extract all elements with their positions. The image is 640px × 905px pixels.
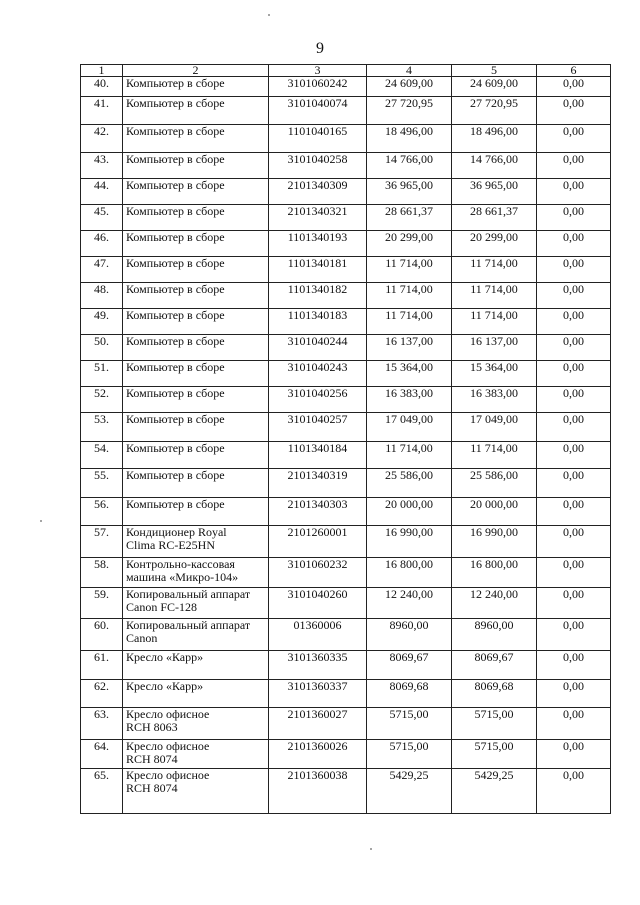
value-col-6: 0,00 (537, 442, 611, 469)
table-row (81, 153, 611, 179)
value-col-4: 11 714,00 (367, 442, 452, 469)
value-col-4: 16 990,00 (367, 526, 452, 558)
value-col-5: 20 000,00 (452, 498, 537, 526)
value-col-4: 20 299,00 (367, 231, 452, 257)
item-name-line: Компьютер в сборе (126, 178, 225, 192)
column-number-6: 6 (537, 65, 611, 77)
value-col-6: 0,00 (537, 97, 611, 125)
value-col-4: 20 000,00 (367, 498, 452, 526)
row-number: 62. (81, 680, 123, 708)
value-col-4: 18 496,00 (367, 125, 452, 153)
value-col-5: 18 496,00 (452, 125, 537, 153)
value-col-5: 36 965,00 (452, 179, 537, 205)
item-name-line: Кресло «Карр» (126, 650, 204, 664)
inventory-code: 1101340182 (269, 283, 367, 309)
table-row (81, 179, 611, 205)
table-row (81, 740, 611, 769)
item-name (123, 588, 269, 619)
table-row (81, 619, 611, 651)
row-number: 44. (81, 179, 123, 205)
table-row (81, 708, 611, 740)
value-col-5: 8960,00 (452, 619, 537, 651)
table-row (81, 680, 611, 708)
value-col-5: 15 364,00 (452, 361, 537, 387)
value-col-4: 27 720,95 (367, 97, 452, 125)
item-name-line: Кресло офисное (126, 707, 210, 721)
item-name-line: Компьютер в сборе (126, 386, 225, 400)
item-name-line: Копировальный аппарат (126, 587, 251, 601)
table-row (81, 335, 611, 361)
row-number: 43. (81, 153, 123, 179)
item-name (123, 442, 269, 469)
value-col-5: 11 714,00 (452, 283, 537, 309)
value-col-6: 0,00 (537, 361, 611, 387)
row-number: 65. (81, 769, 123, 814)
value-col-6: 0,00 (537, 153, 611, 179)
item-name-line: RCH 8063 (126, 720, 178, 734)
value-col-4: 5715,00 (367, 708, 452, 740)
table-row (81, 413, 611, 442)
row-number: 49. (81, 309, 123, 335)
item-name-line: Canon (126, 631, 158, 645)
row-number: 57. (81, 526, 123, 558)
value-col-5: 5715,00 (452, 708, 537, 740)
item-name-line: Clima RC-E25HN (126, 538, 215, 552)
inventory-code: 2101340319 (269, 469, 367, 498)
table-row (81, 526, 611, 558)
value-col-5: 11 714,00 (452, 309, 537, 335)
value-col-4: 16 383,00 (367, 387, 452, 413)
value-col-5: 14 766,00 (452, 153, 537, 179)
column-number-5: 5 (452, 65, 537, 77)
value-col-6: 0,00 (537, 257, 611, 283)
value-col-4: 15 364,00 (367, 361, 452, 387)
value-col-4: 5429,25 (367, 769, 452, 814)
inventory-code: 3101040244 (269, 335, 367, 361)
value-col-6: 0,00 (537, 469, 611, 498)
value-col-6: 0,00 (537, 231, 611, 257)
scan-speck (40, 520, 42, 522)
scan-speck (370, 848, 372, 850)
item-name (123, 257, 269, 283)
value-col-5: 8069,68 (452, 680, 537, 708)
table-row (81, 125, 611, 153)
value-col-6: 0,00 (537, 309, 611, 335)
value-col-5: 24 609,00 (452, 77, 537, 97)
row-number: 58. (81, 558, 123, 588)
item-name-line: Компьютер в сборе (126, 256, 225, 270)
table-row (81, 231, 611, 257)
item-name (123, 97, 269, 125)
item-name (123, 498, 269, 526)
value-col-6: 0,00 (537, 498, 611, 526)
inventory-code: 1101040165 (269, 125, 367, 153)
table-row (81, 769, 611, 814)
item-name-line: Компьютер в сборе (126, 204, 225, 218)
item-name (123, 680, 269, 708)
item-name-line: Canon FC-128 (126, 600, 198, 614)
value-col-6: 0,00 (537, 558, 611, 588)
inventory-code: 01360006 (269, 619, 367, 651)
table-row (81, 205, 611, 231)
item-name-line: Компьютер в сборе (126, 497, 225, 511)
value-col-4: 11 714,00 (367, 283, 452, 309)
row-number: 45. (81, 205, 123, 231)
item-name (123, 77, 269, 97)
item-name-line: Компьютер в сборе (126, 124, 225, 138)
value-col-4: 25 586,00 (367, 469, 452, 498)
inventory-code: 3101040258 (269, 153, 367, 179)
table-row (81, 283, 611, 309)
item-name-line: Компьютер в сборе (126, 412, 225, 426)
value-col-5: 11 714,00 (452, 442, 537, 469)
row-number: 40. (81, 77, 123, 97)
inventory-code: 2101340303 (269, 498, 367, 526)
table-row (81, 588, 611, 619)
value-col-4: 5715,00 (367, 740, 452, 769)
item-name (123, 740, 269, 769)
row-number: 46. (81, 231, 123, 257)
value-col-6: 0,00 (537, 619, 611, 651)
column-number-2: 2 (123, 65, 269, 77)
inventory-code: 3101040243 (269, 361, 367, 387)
item-name (123, 651, 269, 680)
inventory-code: 2101360038 (269, 769, 367, 814)
value-col-5: 12 240,00 (452, 588, 537, 619)
table-row (81, 309, 611, 335)
value-col-5: 17 049,00 (452, 413, 537, 442)
item-name (123, 558, 269, 588)
value-col-6: 0,00 (537, 588, 611, 619)
value-col-5: 11 714,00 (452, 257, 537, 283)
item-name-line: RCH 8074 (126, 781, 178, 795)
inventory-code: 2101340321 (269, 205, 367, 231)
value-col-6: 0,00 (537, 413, 611, 442)
table-row (81, 558, 611, 588)
row-number: 54. (81, 442, 123, 469)
column-number-1: 1 (81, 65, 123, 77)
item-name-line: Компьютер в сборе (126, 308, 225, 322)
row-number: 56. (81, 498, 123, 526)
value-col-5: 8069,67 (452, 651, 537, 680)
column-number-3: 3 (269, 65, 367, 77)
value-col-4: 28 661,37 (367, 205, 452, 231)
value-col-5: 5715,00 (452, 740, 537, 769)
value-col-4: 12 240,00 (367, 588, 452, 619)
table-row (81, 387, 611, 413)
row-number: 55. (81, 469, 123, 498)
row-number: 47. (81, 257, 123, 283)
page-number: 9 (316, 40, 324, 57)
inventory-code: 3101060232 (269, 558, 367, 588)
item-name-line: Компьютер в сборе (126, 152, 225, 166)
item-name-line: Компьютер в сборе (126, 334, 225, 348)
value-col-5: 28 661,37 (452, 205, 537, 231)
column-number-4: 4 (367, 65, 452, 77)
item-name (123, 205, 269, 231)
inventory-code: 2101340309 (269, 179, 367, 205)
item-name (123, 309, 269, 335)
value-col-6: 0,00 (537, 740, 611, 769)
inventory-code: 3101060242 (269, 77, 367, 97)
value-col-4: 16 800,00 (367, 558, 452, 588)
value-col-5: 5429,25 (452, 769, 537, 814)
item-name-line: Компьютер в сборе (126, 282, 225, 296)
item-name (123, 283, 269, 309)
item-name (123, 526, 269, 558)
row-number: 59. (81, 588, 123, 619)
value-col-5: 16 137,00 (452, 335, 537, 361)
inventory-code: 1101340183 (269, 309, 367, 335)
item-name-line: Компьютер в сборе (126, 468, 225, 482)
column-number-row (81, 65, 611, 77)
item-name-line: Кресло офисное (126, 739, 210, 753)
item-name-line: Компьютер в сборе (126, 76, 225, 90)
row-number: 52. (81, 387, 123, 413)
row-number: 51. (81, 361, 123, 387)
value-col-6: 0,00 (537, 335, 611, 361)
table-row (81, 257, 611, 283)
item-name-line: Кресло «Карр» (126, 679, 204, 693)
item-name (123, 153, 269, 179)
item-name (123, 769, 269, 814)
value-col-5: 25 586,00 (452, 469, 537, 498)
value-col-6: 0,00 (537, 680, 611, 708)
item-name-line: Контрольно-кассовая (126, 557, 235, 571)
row-number: 63. (81, 708, 123, 740)
item-name (123, 231, 269, 257)
row-number: 53. (81, 413, 123, 442)
value-col-4: 24 609,00 (367, 77, 452, 97)
item-name-line: Кондиционер Royal (126, 525, 227, 539)
table-row (81, 442, 611, 469)
row-number: 50. (81, 335, 123, 361)
inventory-code: 3101360335 (269, 651, 367, 680)
item-name (123, 125, 269, 153)
value-col-4: 11 714,00 (367, 257, 452, 283)
table-row (81, 97, 611, 125)
inventory-table (80, 64, 611, 814)
value-col-6: 0,00 (537, 77, 611, 97)
value-col-4: 8960,00 (367, 619, 452, 651)
value-col-6: 0,00 (537, 283, 611, 309)
item-name-line: машина «Микро-104» (126, 570, 239, 584)
inventory-code: 3101040260 (269, 588, 367, 619)
table-row (81, 651, 611, 680)
value-col-6: 0,00 (537, 651, 611, 680)
value-col-4: 8069,68 (367, 680, 452, 708)
table-row (81, 498, 611, 526)
item-name (123, 335, 269, 361)
value-col-4: 14 766,00 (367, 153, 452, 179)
item-name (123, 619, 269, 651)
item-name-line: Кресло офисное (126, 768, 210, 782)
value-col-5: 16 800,00 (452, 558, 537, 588)
value-col-4: 36 965,00 (367, 179, 452, 205)
inventory-code: 3101040074 (269, 97, 367, 125)
inventory-code: 3101040256 (269, 387, 367, 413)
row-number: 48. (81, 283, 123, 309)
value-col-6: 0,00 (537, 769, 611, 814)
value-col-5: 27 720,95 (452, 97, 537, 125)
inventory-code: 2101360026 (269, 740, 367, 769)
value-col-6: 0,00 (537, 526, 611, 558)
inventory-code: 1101340181 (269, 257, 367, 283)
value-col-4: 11 714,00 (367, 309, 452, 335)
row-number: 61. (81, 651, 123, 680)
value-col-5: 16 383,00 (452, 387, 537, 413)
inventory-code: 1101340184 (269, 442, 367, 469)
inventory-code: 1101340193 (269, 231, 367, 257)
item-name (123, 708, 269, 740)
row-number: 64. (81, 740, 123, 769)
item-name (123, 179, 269, 205)
value-col-5: 20 299,00 (452, 231, 537, 257)
value-col-4: 16 137,00 (367, 335, 452, 361)
row-number: 41. (81, 97, 123, 125)
inventory-code: 2101260001 (269, 526, 367, 558)
inventory-code: 3101360337 (269, 680, 367, 708)
inventory-code: 2101360027 (269, 708, 367, 740)
table-row (81, 77, 611, 97)
row-number: 42. (81, 125, 123, 153)
item-name-line: Компьютер в сборе (126, 360, 225, 374)
table-row (81, 469, 611, 498)
item-name (123, 387, 269, 413)
item-name (123, 469, 269, 498)
item-name-line: Компьютер в сборе (126, 441, 225, 455)
value-col-6: 0,00 (537, 387, 611, 413)
value-col-4: 17 049,00 (367, 413, 452, 442)
value-col-6: 0,00 (537, 179, 611, 205)
item-name (123, 361, 269, 387)
value-col-6: 0,00 (537, 708, 611, 740)
table-row (81, 361, 611, 387)
item-name-line: Компьютер в сборе (126, 96, 225, 110)
item-name (123, 413, 269, 442)
item-name-line: RCH 8074 (126, 752, 178, 766)
value-col-4: 8069,67 (367, 651, 452, 680)
item-name-line: Копировальный аппарат (126, 618, 251, 632)
scan-speck (268, 14, 270, 16)
value-col-6: 0,00 (537, 125, 611, 153)
value-col-6: 0,00 (537, 205, 611, 231)
value-col-5: 16 990,00 (452, 526, 537, 558)
item-name-line: Компьютер в сборе (126, 230, 225, 244)
inventory-code: 3101040257 (269, 413, 367, 442)
row-number: 60. (81, 619, 123, 651)
